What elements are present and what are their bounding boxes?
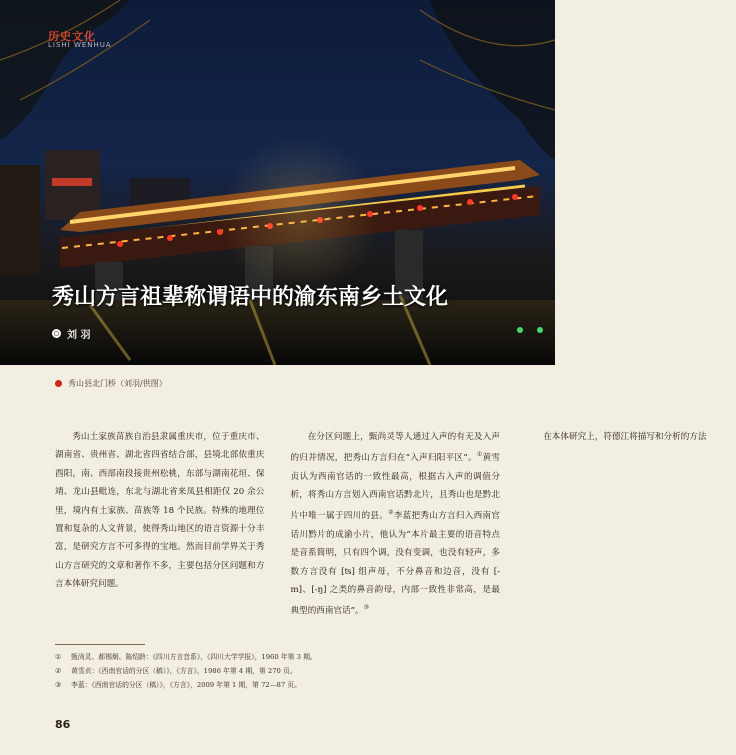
paragraph: 在本体研究上，符德江将描写和分析的方法 bbox=[543, 432, 707, 442]
photo-caption-text: 秀山县北门桥（刘羽/供图） bbox=[68, 379, 167, 388]
footnote-divider bbox=[55, 644, 145, 645]
section-label: 历史文化 bbox=[48, 30, 96, 43]
footnotes bbox=[55, 650, 500, 692]
footnote-text: 李蓝：《西南官话的分区（稿）》，《方言》，2009 年第 1 期，第 72—87 页。 bbox=[71, 681, 301, 689]
paragraph: 秀山土家族苗族自治县隶属重庆市，位于重庆市、湖南省、贵州省、湖北省四省结合部，县境北部依重庆酉阳，南、西部南段接贵州松桃，东部与湖南花垣、保靖、龙山县毗连，东北与湖北省来凤县相距仅 20 余公里，境内有土家族、苗族等 18 个民族。特殊的地理位置和复杂的人文背景，使得秀山地区的语言资源十分丰富，是研究方言不可多得的宝地。然而目前学界关于秀山方言研究的文章和著作不多，主要包括分区问题和方言本体研究问题。 bbox=[55, 432, 265, 590]
section-label-english: LISHI WENHUA bbox=[48, 41, 112, 49]
footnote-text: 黄雪贞：《西南官话的分区（稿）》，《方言》，1986 年第 4 期，第 270 页。 bbox=[71, 667, 297, 675]
article-body bbox=[55, 428, 707, 628]
paragraph-text: 黄雪贞认为西南官话的一致性最高，根据古入声的调值分析，将秀山方言划入西南官话黔北片，且秀山也是黔北片中唯一属于四川的县。 bbox=[290, 453, 500, 522]
footnote-mark: ③ bbox=[55, 681, 62, 689]
author-bullet-icon bbox=[52, 329, 61, 338]
footnote-item bbox=[55, 664, 500, 678]
author-byline bbox=[52, 326, 90, 341]
paragraph-text: 李蓝把秀山方言归入西南官话川黔片的成渝小片，他认为“本片最主要的语音特点是音系简明，只有四个调，没有变调，也没有轻声，多数方言没有 [ʦ] 组声母，不分鼻音和边音，没有 [-m]、[-ŋ] 之类的鼻音韵母，内部一致性非常高，是最典型的西南官话”。 bbox=[290, 511, 500, 617]
footnote-item bbox=[55, 678, 500, 692]
page-number: 86 bbox=[55, 718, 71, 731]
footnote-mark: ① bbox=[55, 653, 62, 661]
footnote-text: 甄尚灵、郝锡炯、陈绍龄：《四川方言音系》，《四川大学学报》，1960 年第 3 期。 bbox=[71, 653, 317, 661]
author-name: 刘 羽 bbox=[67, 330, 91, 341]
article-title: 秀山方言祖辈称谓语中的渝东南乡土文化 bbox=[52, 285, 449, 310]
caption-dot-icon bbox=[55, 380, 62, 387]
footnote-mark: ② bbox=[55, 667, 62, 675]
footnote-ref[interactable]: ② bbox=[388, 509, 394, 517]
paragraph bbox=[291, 428, 501, 621]
photo-caption bbox=[55, 378, 167, 389]
footnote-ref[interactable]: ① bbox=[476, 451, 483, 459]
footnote-item bbox=[55, 650, 500, 664]
footnote-ref[interactable]: ③ bbox=[363, 604, 370, 612]
header-photo bbox=[0, 0, 555, 365]
paragraph-text: 在分区问题上，甄尚灵等人通过入声的有无及入声的归并情况，把秀山方言归在“入声归阳平区”。 bbox=[290, 432, 500, 464]
